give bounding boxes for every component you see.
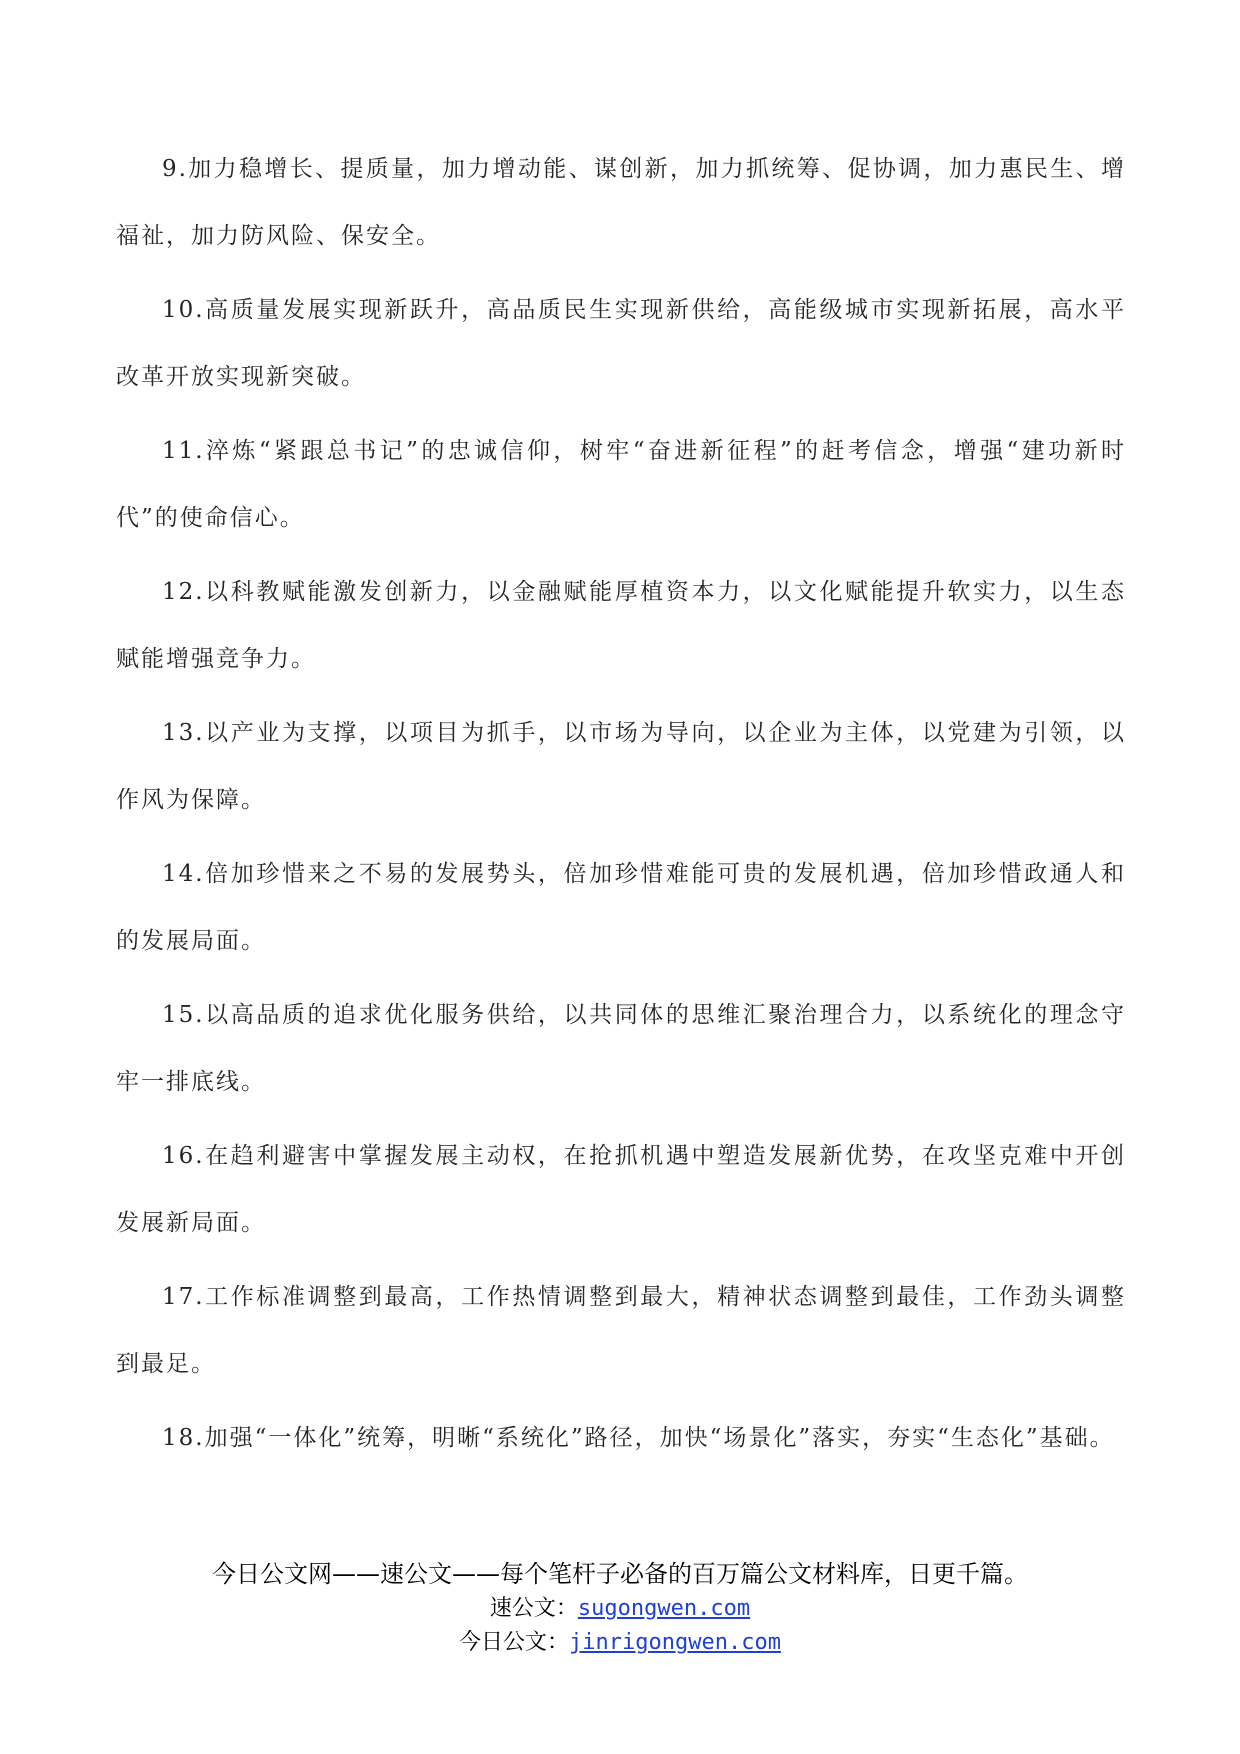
paragraph-13: 13.以产业为支撑，以项目为抓手，以市场为导向，以企业为主体，以党建为引领，以作风为保障。	[116, 720, 1126, 813]
paragraph-15: 15.以高品质的追求优化服务供给，以共同体的思维汇聚治理合力，以系统化的理念守牢一排底线。	[116, 1002, 1126, 1095]
paragraph-10: 10.高质量发展实现新跃升，高品质民生实现新供给，高能级城市实现新拓展，高水平改革开放实现新突破。	[116, 297, 1126, 390]
footer-label-sugongwen: 速公文：	[489, 1596, 578, 1621]
paragraph-16: 16.在趋利避害中掌握发展主动权，在抢抓机遇中塑造发展新优势，在攻坚克难中开创发展新局面。	[116, 1143, 1126, 1236]
paragraph-11: 11.淬炼“紧跟总书记”的忠诚信仰，树牢“奋进新征程”的赶考信念，增强“建功新时代”的使命信心。	[116, 438, 1126, 531]
paragraph-14: 14.倍加珍惜来之不易的发展势头，倍加珍惜难能可贵的发展机遇，倍加珍惜政通人和的发展局面。	[116, 861, 1126, 954]
paragraph-17: 17.工作标准调整到最高，工作热情调整到最大，精神状态调整到最佳，工作劲头调整到最足。	[116, 1284, 1126, 1377]
paragraph-18: 18.加强“一体化”统筹，明晰“系统化”路径，加快“场景化”落实，夯实“生态化”基础。	[162, 1425, 1115, 1451]
paragraph-9: 9.加力稳增长、提质量，加力增动能、谋创新，加力抓统筹、促协调，加力惠民生、增福祉，加力防风险、保安全。	[116, 156, 1126, 249]
page-footer	[0, 1556, 1240, 1660]
footer-label-jinrigongwen: 今日公文：	[459, 1630, 570, 1655]
document-body	[116, 136, 1126, 1479]
jinrigongwen-link[interactable]: jinrigongwen.com	[569, 1630, 781, 1655]
footer-tagline: 今日公文网——速公文——每个笔杆子必备的百万篇公文材料库，日更千篇。	[212, 1560, 1028, 1588]
sugongwen-link[interactable]: sugongwen.com	[577, 1596, 751, 1621]
paragraph-12: 12.以科教赋能激发创新力，以金融赋能厚植资本力，以文化赋能提升软实力，以生态赋能增强竞争力。	[116, 579, 1126, 672]
footer-line-jinrigongwen	[0, 1626, 1240, 1660]
footer-line-sugongwen	[0, 1592, 1240, 1626]
